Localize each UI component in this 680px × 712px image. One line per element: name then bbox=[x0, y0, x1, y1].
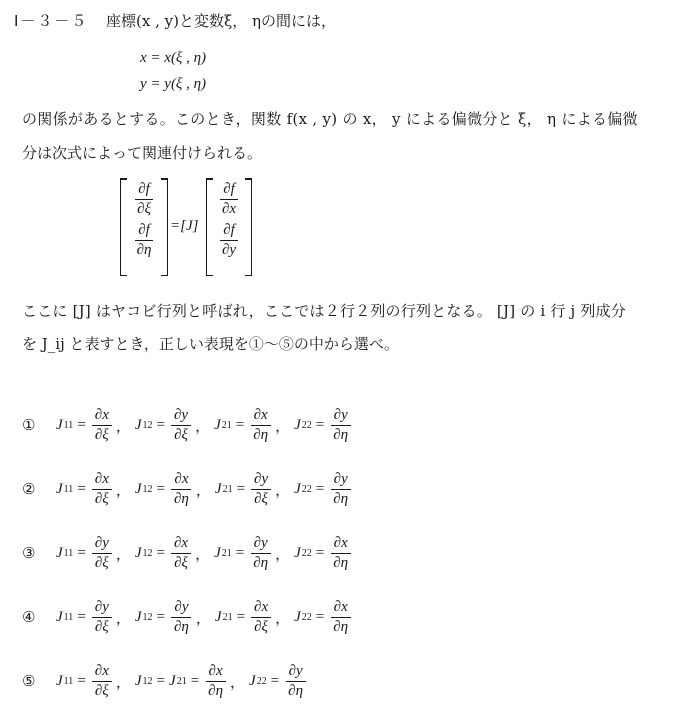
jacobian-element: J bbox=[56, 608, 63, 625]
option-1[interactable] bbox=[22, 400, 353, 450]
jacobian-element: J bbox=[214, 544, 221, 561]
partial-derivative: $\frac{\partial x}{\partial\eta}$ bbox=[330, 535, 351, 572]
left-vector bbox=[120, 178, 168, 276]
fraction: $\frac{\partial f}{\partial x}$ bbox=[221, 181, 237, 217]
jacobian-element: J bbox=[134, 544, 142, 561]
subscript: 21 bbox=[221, 547, 232, 559]
option-number: ④ bbox=[22, 608, 36, 626]
jacobian-element: J bbox=[214, 480, 222, 497]
fraction: $\frac{\partial f}{\partial y}$ bbox=[221, 222, 237, 258]
jacobian-element: J bbox=[214, 416, 221, 433]
partial-derivative: $\frac{\partial y}{\partial\xi}$ bbox=[251, 471, 271, 508]
subscript: 21 bbox=[221, 419, 232, 431]
subscript: 11 bbox=[63, 675, 74, 687]
subscript: 22 bbox=[256, 675, 267, 687]
partial-derivative: $\frac{\partial x}{\partial\eta}$ bbox=[250, 407, 271, 444]
subscript: 11 bbox=[63, 547, 74, 559]
option-2[interactable] bbox=[22, 464, 353, 514]
problem-number: Ⅰ－３－５ bbox=[14, 12, 89, 30]
jacobian-element: J bbox=[134, 416, 142, 433]
subscript: 22 bbox=[301, 483, 312, 495]
jacobian-element: J bbox=[294, 544, 301, 561]
jacobian-element: J bbox=[249, 672, 256, 689]
jacobian-element: J bbox=[56, 416, 63, 433]
partial-derivative: $\frac{\partial y}{\partial\eta}$ bbox=[285, 663, 306, 700]
partial-derivative: $\frac{\partial y}{\partial\xi}$ bbox=[92, 599, 112, 636]
subscript: 12 bbox=[142, 483, 153, 495]
jacobian-symbol: =[J] bbox=[170, 218, 199, 234]
intro-text: 座標(x , y)と変数ξ， ηの間には， bbox=[106, 12, 336, 30]
option-number: ② bbox=[22, 480, 36, 498]
equation-y: y = y(ξ , η) bbox=[140, 76, 207, 92]
partial-derivative: $\frac{\partial y}{\partial\eta}$ bbox=[330, 471, 351, 508]
subscript: 11 bbox=[63, 419, 74, 431]
partial-derivative: $\frac{\partial y}{\partial\xi}$ bbox=[92, 535, 112, 572]
partial-derivative: $\frac{\partial y}{\partial\eta}$ bbox=[250, 535, 271, 572]
subscript: 22 bbox=[301, 611, 312, 623]
jacobian-element: J bbox=[134, 608, 142, 625]
subscript: 12 bbox=[142, 419, 153, 431]
subscript: 21 bbox=[222, 483, 233, 495]
partial-derivative: $\frac{\partial x}{\partial\eta}$ bbox=[171, 471, 192, 508]
partial-derivative: $\frac{\partial x}{\partial\xi}$ bbox=[251, 599, 271, 636]
jacobian-element: J bbox=[294, 416, 301, 433]
option-number: ⑤ bbox=[22, 672, 36, 690]
partial-derivative: $\frac{\partial x}{\partial\xi}$ bbox=[92, 471, 112, 508]
partial-derivative: $\frac{\partial y}{\partial\eta}$ bbox=[330, 407, 351, 444]
body-line-2: の関係があるとする。このとき，関数 f(x , y) の x， y による偏微分と ξ， η による偏微 bbox=[22, 110, 638, 128]
subscript: 22 bbox=[301, 547, 312, 559]
option-expression: J 11 = $\frac{\partial x}{\partial\xi}$ ， J 12 = $\frac{\partial y}{\partial\xi}$ ， J 21 = $\frac{\partial x}{\partial\eta}$ ， J 22 = $\frac{\partial y}{\partial\eta}$ bbox=[56, 407, 353, 444]
jacobian-element: J bbox=[214, 608, 222, 625]
jacobian-element: J bbox=[134, 480, 142, 497]
option-3[interactable] bbox=[22, 528, 353, 578]
partial-derivative: $\frac{\partial x}{\partial\eta}$ bbox=[205, 663, 226, 700]
option-number: ① bbox=[22, 416, 36, 434]
partial-derivative: $\frac{\partial x}{\partial\xi}$ bbox=[92, 407, 112, 444]
body-line-3: 分は次式によって関連付けられる。 bbox=[22, 144, 263, 162]
option-expression: J 11 = $\frac{\partial y}{\partial\xi}$ ， J 12 = $\frac{\partial x}{\partial\xi}$ ， J 21 = $\frac{\partial y}{\partial\eta}$ ， J 22 = $\frac{\partial x}{\partial\eta}$ bbox=[56, 535, 353, 572]
option-expression: J 11 = $\frac{\partial x}{\partial\xi}$ ， J 12 = J 21 = $\frac{\partial x}{\partial\eta}$ ， J 22 = $\frac{\partial y}{\partial\eta}$ bbox=[56, 663, 308, 700]
fraction: $\frac{\partial f}{\partial\xi}$ bbox=[137, 181, 151, 217]
partial-derivative: $\frac{\partial y}{\partial\xi}$ bbox=[171, 407, 191, 444]
partial-derivative: $\frac{\partial x}{\partial\xi}$ bbox=[171, 535, 191, 572]
right-vector bbox=[206, 178, 252, 276]
option-expression: J 11 = $\frac{\partial x}{\partial\xi}$ ， J 12 = $\frac{\partial x}{\partial\eta}$ ， J 21 = $\frac{\partial y}{\partial\xi}$ ， J 22 = $\frac{\partial y}{\partial\eta}$ bbox=[56, 471, 353, 508]
body-line-4: ここに [J] はヤコビ行列と呼ばれ，ここでは２行２列の行列となる。 [J] の i 行 j 列成分 bbox=[22, 302, 626, 320]
body-line-5: を J_ij と表すとき，正しい表現を①～⑤の中から選べ。 bbox=[22, 335, 399, 353]
partial-derivative: $\frac{\partial x}{\partial\xi}$ bbox=[92, 663, 112, 700]
subscript: 11 bbox=[63, 611, 74, 623]
jacobian-element: J bbox=[134, 672, 142, 689]
subscript: 12 bbox=[142, 675, 153, 687]
option-4[interactable] bbox=[22, 592, 353, 642]
subscript: 21 bbox=[222, 611, 233, 623]
fraction: $\frac{\partial f}{\partial\eta}$ bbox=[136, 222, 152, 258]
subscript: 22 bbox=[301, 419, 312, 431]
jacobian-element: J bbox=[294, 480, 301, 497]
jacobian-element: J bbox=[56, 544, 63, 561]
option-5[interactable] bbox=[22, 656, 308, 706]
subscript: 12 bbox=[142, 611, 153, 623]
jacobian-element: J bbox=[56, 672, 63, 689]
jacobian-element: J bbox=[294, 608, 301, 625]
subscript: 12 bbox=[142, 547, 153, 559]
jacobian-element: J bbox=[56, 480, 63, 497]
equation-x: x = x(ξ , η) bbox=[140, 50, 207, 66]
partial-derivative: $\frac{\partial x}{\partial\eta}$ bbox=[330, 599, 351, 636]
partial-derivative: $\frac{\partial y}{\partial\eta}$ bbox=[171, 599, 192, 636]
option-expression: J 11 = $\frac{\partial y}{\partial\xi}$ ， J 12 = $\frac{\partial y}{\partial\eta}$ ， J 21 = $\frac{\partial x}{\partial\xi}$ ， J 22 = $\frac{\partial x}{\partial\eta}$ bbox=[56, 599, 353, 636]
option-number: ③ bbox=[22, 544, 36, 562]
jacobian-element: J bbox=[169, 672, 176, 689]
subscript: 11 bbox=[63, 483, 74, 495]
